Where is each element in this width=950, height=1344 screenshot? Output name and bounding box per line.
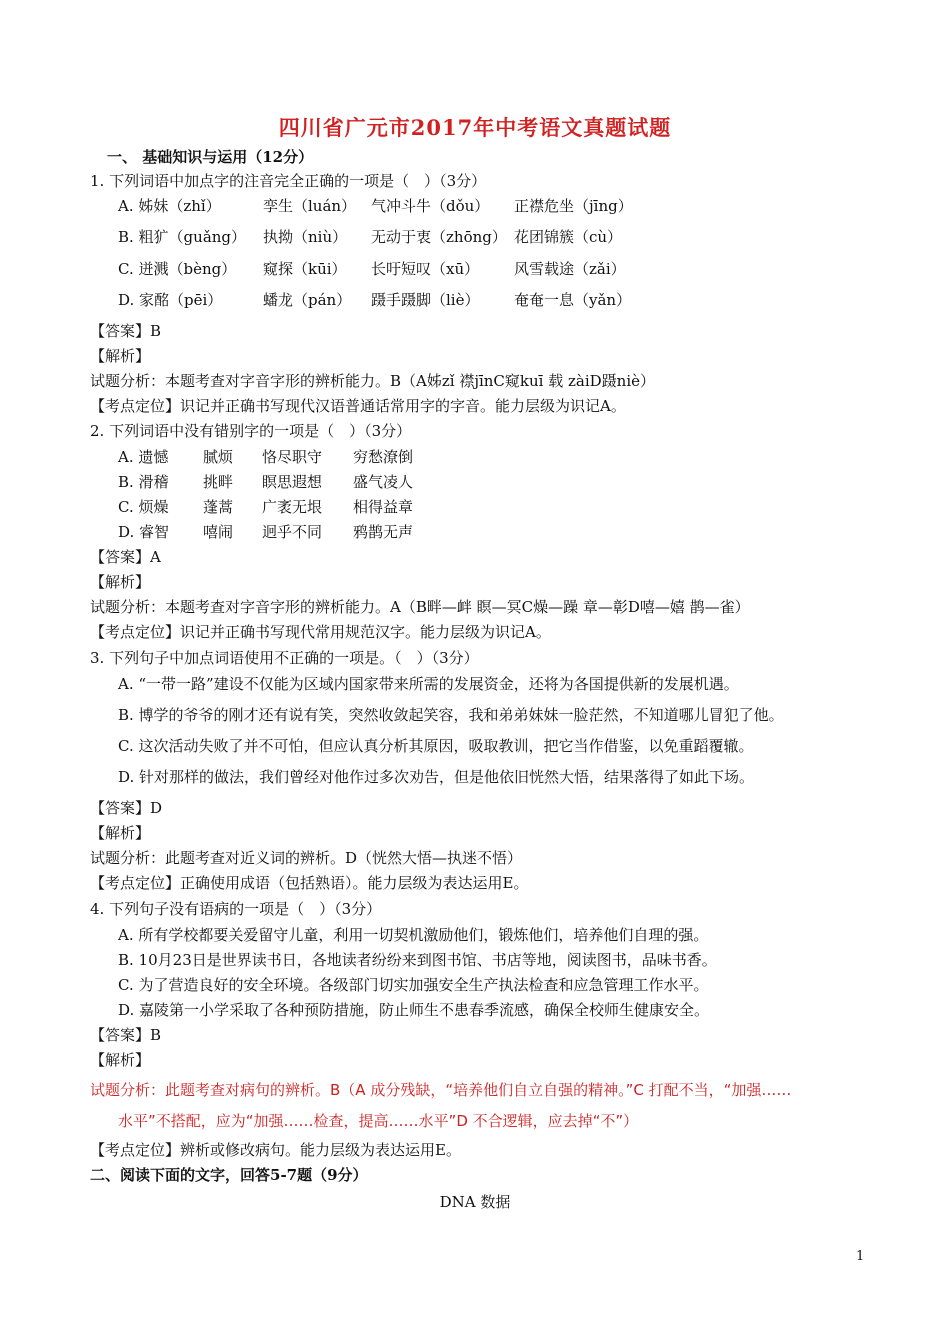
q2-stem: 2. 下列词语中没有错别字的一项是（ ）（3分） bbox=[90, 422, 412, 440]
q4-answer: 【答案】B bbox=[90, 1026, 162, 1044]
q1-option-d-4: 奄奄一息（yǎn） bbox=[514, 291, 632, 309]
q4-option-a: A. 所有学校都要关爱留守儿童，利用一切契机激励他们，锻炼他们，培养他们自理的强。 bbox=[118, 926, 709, 944]
q2-option-d-1: D. 睿智 bbox=[118, 523, 170, 541]
q2-option-c-4: 相得益章 bbox=[353, 498, 414, 516]
q4-analysis-label: 【解析】 bbox=[90, 1051, 151, 1069]
q2-analysis-label: 【解析】 bbox=[90, 573, 151, 591]
q4-analysis-line1: 试题分析：此题考查对病句的辨析。B（A 成分残缺，“培养他们自立自强的精神。”C 打配不当，“加强…… bbox=[90, 1081, 792, 1099]
q1-option-d-2: 蟠龙（pán） bbox=[263, 291, 352, 309]
section2-heading: 二、阅读下面的文字，回答5-7题（9分） bbox=[90, 1166, 368, 1184]
q1-option-c-3: 长吁短叹（xū） bbox=[371, 260, 480, 278]
q2-option-a-4: 穷愁潦倒 bbox=[353, 448, 414, 466]
q1-option-d-1: D. 家酩（pēi） bbox=[118, 291, 223, 309]
q3-option-b: B. 博学的爷爷的刚才还有说有笑，突然收敛起笑容，我和弟弟妹妹一脸茫然，不知道哪儿冒犯了他。 bbox=[118, 706, 784, 724]
q1-option-b-1: B. 粗犷（guǎng） bbox=[118, 228, 247, 246]
q2-option-a-2: 腻烦 bbox=[203, 448, 234, 466]
q4-option-b: B. 10月23日是世界读书日，各地读者纷纷来到图书馆、书店等地，阅读图书，品味书香。 bbox=[118, 951, 717, 969]
q1-option-b-4: 花团锦簇（cù） bbox=[514, 228, 623, 246]
q1-option-a-1: A. 姊妹（zhǐ） bbox=[118, 197, 221, 215]
q4-option-d: D. 嘉陵第一小学采取了各种预防措施，防止师生不患春季流感，确保全校师生健康安全。 bbox=[118, 1001, 710, 1019]
q4-stem: 4. 下列句子没有语病的一项是（ ）（3分） bbox=[90, 900, 382, 918]
q1-analysis-label: 【解析】 bbox=[90, 347, 151, 365]
q3-analysis: 试题分析：此题考查对近义词的辨析。D（恍然大悟—执迷不悟） bbox=[90, 849, 523, 867]
q1-answer: 【答案】B bbox=[90, 322, 162, 340]
q2-option-d-4: 鸦鹊无声 bbox=[353, 523, 414, 541]
q2-option-b-4: 盛气凌人 bbox=[353, 473, 414, 491]
q1-option-a-2: 孪生（luán） bbox=[263, 197, 357, 215]
q2-point: 【考点定位】识记并正确书写现代常用规范汉字。能力层级为识记A。 bbox=[90, 623, 551, 641]
q2-option-c-2: 蓬蒿 bbox=[203, 498, 234, 516]
q3-option-d: D. 针对那样的做法，我们曾经对他作过多次劝告，但是他依旧恍然大悟，结果落得了如此下场。 bbox=[118, 768, 755, 786]
q2-option-b-1: B. 滑稽 bbox=[118, 473, 169, 491]
section1-heading: 一、 基础知识与运用（12分） bbox=[107, 148, 314, 166]
q1-option-a-3: 气冲斗牛（dǒu） bbox=[371, 197, 490, 215]
q1-option-c-1: C. 迸溅（bèng） bbox=[118, 260, 237, 278]
q2-option-b-3: 瞑思遐想 bbox=[262, 473, 323, 491]
q2-analysis: 试题分析：本题考查对字音字形的辨析能力。A（B畔—衅 瞑—冥C燥—躁 章—彰D嘻—嬉 鹊—雀） bbox=[90, 598, 750, 616]
q2-option-c-3: 广袤无垠 bbox=[262, 498, 323, 516]
q1-option-b-2: 执拗（niù） bbox=[263, 228, 348, 246]
q1-analysis: 试题分析：本题考查对字音字形的辨析能力。B（A姊zǐ 襟jīnC窥kuī 载 zàiD蹑niè） bbox=[90, 372, 656, 390]
q1-stem: 1. 下列词语中加点字的注音完全正确的一项是（ ）（3分） bbox=[90, 172, 487, 190]
q3-answer: 【答案】D bbox=[90, 799, 163, 817]
q1-point: 【考点定位】识记并正确书写现代汉语普通话常用字的字音。能力层级为识记A。 bbox=[90, 397, 626, 415]
q1-option-d-3: 蹑手蹑脚（liè） bbox=[371, 291, 480, 309]
q2-option-d-2: 嘻闹 bbox=[203, 523, 234, 541]
page-number: 1 bbox=[856, 1249, 865, 1264]
q2-option-b-2: 挑畔 bbox=[203, 473, 234, 491]
q3-analysis-label: 【解析】 bbox=[90, 824, 151, 842]
q2-option-a-1: A. 遗憾 bbox=[118, 448, 169, 466]
q1-option-c-4: 风雪载途（zǎi） bbox=[514, 260, 626, 278]
page-title: 四川省广元市2017年中考语文真题试题 bbox=[278, 115, 672, 140]
q2-option-a-3: 恪尽职守 bbox=[262, 448, 323, 466]
q2-option-d-3: 迥乎不同 bbox=[262, 523, 323, 541]
q1-option-a-4: 正襟危坐（jīng） bbox=[514, 197, 633, 215]
q1-option-b-3: 无动于衷（zhōng） bbox=[371, 228, 507, 246]
q2-answer: 【答案】A bbox=[90, 548, 161, 566]
q4-option-c: C. 为了营造良好的安全环境。各级部门切实加强安全生产执法检查和应急管理工作水平。 bbox=[118, 976, 709, 994]
q4-analysis-line2: 水平”不搭配，应为“加强……检查，提高……水平”D 不合逻辑，应去掉“不”） bbox=[118, 1112, 639, 1130]
q2-option-c-1: C. 烦燥 bbox=[118, 498, 169, 516]
q3-option-c: C. 这次活动失败了并不可怕，但应认真分析其原因，吸取教训，把它当作借鉴，以免重蹈覆辙。 bbox=[118, 737, 754, 755]
q3-stem: 3. 下列句子中加点词语使用不正确的一项是。（ ）（3分） bbox=[90, 649, 479, 667]
q3-point: 【考点定位】正确使用成语（包括熟语）。能力层级为表达运用E。 bbox=[90, 874, 529, 892]
q1-option-c-2: 窥探（kūi） bbox=[263, 260, 347, 278]
article-title: DNA 数据 bbox=[439, 1193, 511, 1211]
q4-point: 【考点定位】辨析或修改病句。能力层级为表达运用E。 bbox=[90, 1141, 461, 1159]
q3-option-a: A. “一带一路”建设不仅能为区域内国家带来所需的发展资金，还将为各国提供新的发展机遇。 bbox=[118, 675, 739, 693]
